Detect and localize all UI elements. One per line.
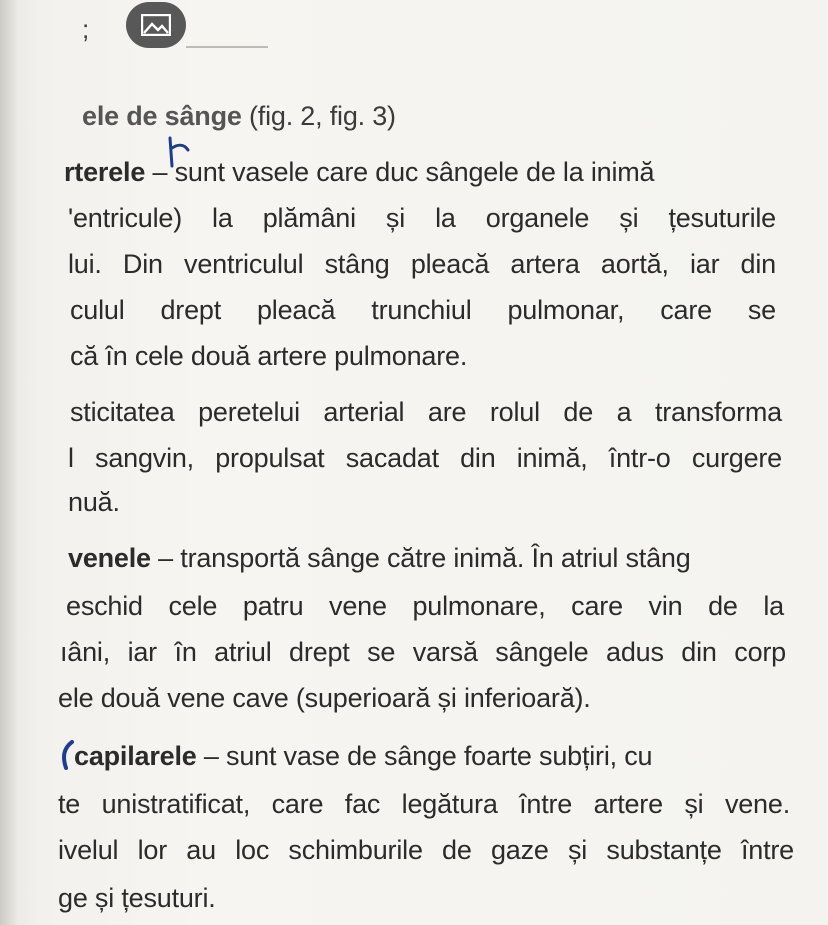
term-arterele: rterele xyxy=(64,157,146,187)
term-venele: venele xyxy=(68,543,151,573)
venele-line-3: ıâni, iar în atriul drept se varsă sângele adus din corp xyxy=(60,637,786,667)
arterele-line-5: că în cele două artere pulmonare. xyxy=(70,341,468,371)
capilarele-line-2: te unistratificat, care fac legătura între artere și vene. xyxy=(58,789,790,819)
capilarele-line-3: ivelul lor au loc schimburile de gaze și substanțe între xyxy=(58,835,794,865)
image-icon xyxy=(126,2,186,48)
elasticitate-line-1: sticitatea peretelui arterial are rolul de a transforma xyxy=(70,397,782,427)
picture-icon xyxy=(141,14,171,36)
top-marker: ; xyxy=(82,14,90,44)
arterele-line-1-text: – sunt vasele care duc sângele de la inimă xyxy=(145,157,655,187)
capilarele-line-4: ge și țesuturi. xyxy=(58,883,216,913)
header-rule xyxy=(186,46,268,48)
figure-reference: (fig. 2, fig. 3) xyxy=(241,101,396,131)
page-binding-shadow xyxy=(0,0,18,925)
term-capilarele: capilarele xyxy=(74,741,197,771)
elasticitate-line-3: nuă. xyxy=(68,487,120,517)
venele-line-2: eschid cele patru vene pulmonare, care vin de la xyxy=(66,591,784,621)
venele-line-4: ele două vene cave (superioară și inferioară). xyxy=(58,683,591,713)
venele-line-1 xyxy=(68,540,784,576)
venele-line-1-text: – transportă sânge către inimă. În atriul stâng xyxy=(150,543,691,573)
capilarele-line-1 xyxy=(74,738,788,774)
section-heading xyxy=(82,98,802,134)
elasticitate-line-2: l sangvin, propulsat sacadat din inimă, într-o curgere xyxy=(68,443,782,473)
arterele-line-3: lui. Din ventriculul stâng pleacă artera aortă, iar din xyxy=(68,249,776,279)
capilarele-line-1-text: – sunt vase de sânge foarte subțiri, cu xyxy=(196,741,653,771)
pen-annotation-mark xyxy=(166,136,192,172)
arterele-line-2: 'entricule) la plămâni și la organele și țesuturile xyxy=(68,203,776,233)
arterele-line-4: culul drept pleacă trunchiul pulmonar, care se xyxy=(70,295,776,325)
section-title: ele de sânge xyxy=(82,101,242,131)
